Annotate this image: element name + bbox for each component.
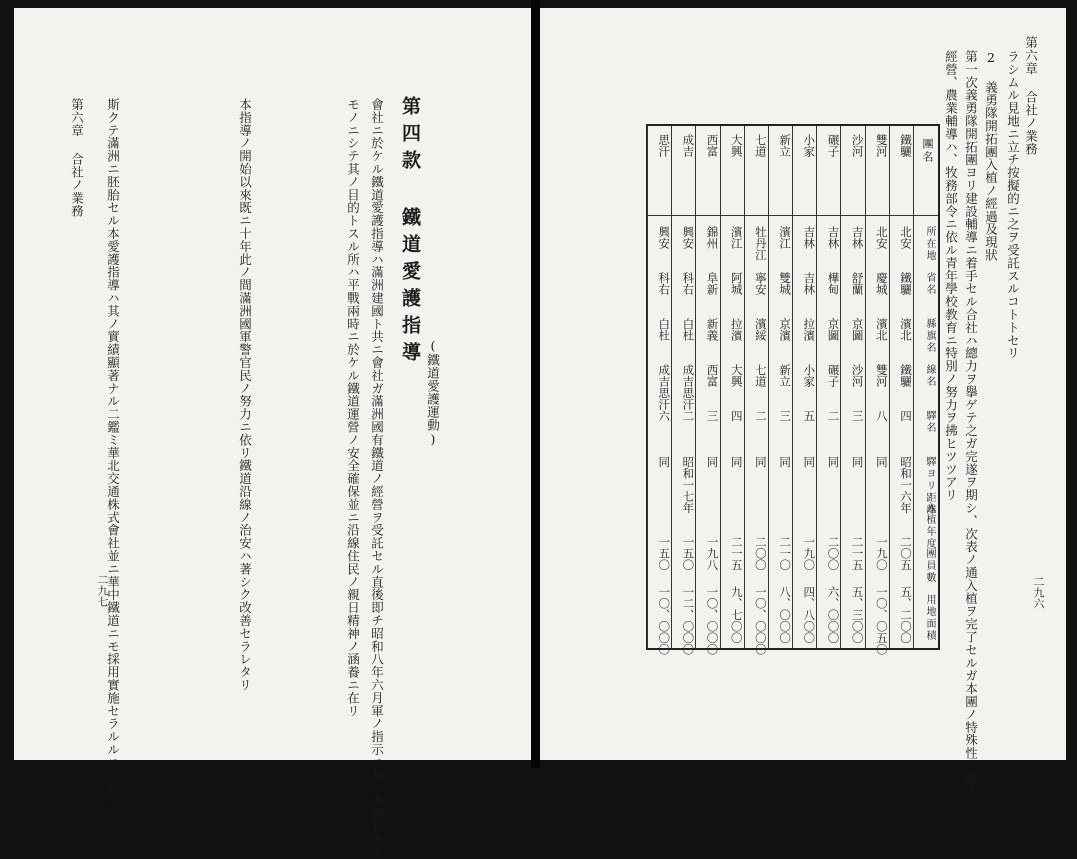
table-cell-area: 六、〇〇〇 xyxy=(826,586,841,644)
table-cell-county: 舒蘭 xyxy=(850,272,865,295)
table-cell-county: 慶城 xyxy=(874,272,889,295)
table-cell-station: 西富 xyxy=(705,364,720,387)
table-cell-name: 鐵驪 xyxy=(899,134,913,157)
table-cell-area: 五、三〇〇 xyxy=(850,586,865,644)
table-cell-year: 同 xyxy=(729,456,744,468)
table-column-rule xyxy=(889,126,890,648)
table-cell-members: 一九〇 xyxy=(802,536,817,571)
table-cell-distance: 四 xyxy=(729,410,744,422)
table-column-rule xyxy=(720,126,721,648)
left-footer-title: 第六章 合社ノ業務 xyxy=(69,98,85,218)
table-cell-area: 一二、〇〇〇 xyxy=(681,586,696,655)
table-cell-name: 成吉 xyxy=(681,134,696,157)
table-cell-province: 興安 xyxy=(681,226,696,249)
table-cell-distance: 三 xyxy=(778,410,793,422)
settlement-table xyxy=(646,124,940,655)
table-cell-year: 同 xyxy=(826,456,841,468)
left-paragraph-3: 本指導ノ開始以來既ニ十年此ノ間滿洲國軍警官民ノ努力ニ依リ鐵道沿線ノ治安ハ著シク改善セラレタリ xyxy=(237,98,253,692)
table-cell-station: 雙河 xyxy=(874,364,889,387)
table-cell-province: 濱江 xyxy=(778,226,793,249)
table-cell-province: 錦州 xyxy=(705,226,720,249)
table-cell-name: 新立 xyxy=(778,134,793,157)
header-line: 線名 xyxy=(924,364,935,388)
table-cell-area: 一〇、〇〇〇 xyxy=(705,586,720,655)
header-location: 所在地 xyxy=(924,226,935,262)
table-cell-name: 西富 xyxy=(705,134,720,157)
table-cell-members: 二〇〇 xyxy=(753,536,768,571)
table-cell-members: 一九〇 xyxy=(874,536,889,571)
table-cell-line: 濱綏 xyxy=(753,318,768,341)
table-cell-line: 白杜 xyxy=(657,318,672,341)
table-cell-members: 二一〇 xyxy=(778,536,793,571)
left-paragraph-1: 會社ニ於ケル鐵道愛護指導ハ滿洲建國ト共ニ會社ガ滿洲國有鐵道ノ經營ヲ受託セル直後即チ昭和八年六月軍ノ指示ニ基ツキ創始セル xyxy=(369,98,385,859)
table-cell-members: 二〇〇 xyxy=(826,536,841,571)
table-cell-area: 一〇、〇〇〇 xyxy=(753,586,768,655)
table-cell-line: 京圖 xyxy=(826,318,841,341)
table-cell-county: 樺甸 xyxy=(826,272,841,295)
table-cell-county: 科右 xyxy=(681,272,696,295)
left-paragraph-2: モノニシテ其ノ目的トスル所ハ平戰兩時ニ於ケル鐵道運營ノ安全確保並ニ沿線住民ノ親日精神ノ涵養ニ在リ xyxy=(345,98,361,718)
table-cell-station: 小家 xyxy=(802,364,817,387)
table-cell-station: 碾子 xyxy=(826,364,841,387)
table-cell-province: 濱江 xyxy=(729,226,744,249)
intro-line: ラシムル見地ニ立チ按擬的ニ之ヲ受託スルコトトセリ xyxy=(1005,50,1021,360)
table-column-rule xyxy=(913,126,914,648)
table-cell-line: 白杜 xyxy=(681,318,696,341)
table-cell-province: 吉林 xyxy=(850,226,865,249)
header-distance: 驛ヨリ距離 xyxy=(924,456,935,516)
table-cell-station: 成吉思汗 xyxy=(681,364,696,410)
table-cell-distance: 八 xyxy=(874,410,889,422)
table-cell-distance: 二 xyxy=(753,410,768,422)
table-cell-county: 阜新 xyxy=(705,272,720,295)
table-cell-year: 昭和一六年 xyxy=(899,456,913,514)
table-column-rule xyxy=(768,126,769,648)
table-cell-line: 濱北 xyxy=(874,318,889,341)
table-cell-line: 拉濱 xyxy=(802,318,817,341)
table-cell-province: 吉林 xyxy=(802,226,817,249)
table-cell-distance: 二 xyxy=(826,410,841,422)
table-column-rule xyxy=(816,126,817,648)
table-column-rule xyxy=(792,126,793,648)
table-cell-members: 一五〇 xyxy=(657,536,672,571)
table-cell-station: 七道 xyxy=(753,364,768,387)
header-province: 省名 xyxy=(924,272,935,296)
table-cell-area: 一〇、〇五〇 xyxy=(874,586,889,655)
table-cell-name: 雙河 xyxy=(874,134,889,157)
table-cell-year: 同 xyxy=(850,456,865,468)
table-cell-members: 二一五 xyxy=(850,536,865,571)
left-paragraph-4: 斯クテ滿洲ニ胚胎セル本愛護指導ハ其ノ實績顯著ナル二鑑ミ華北交通株式會社並ニ華中鐵道ニモ採用實施セラルルニ至レリ xyxy=(105,98,121,808)
table-cell-distance: 六 xyxy=(657,410,672,422)
table-column-rule xyxy=(865,126,866,648)
header-team-name: 團名 xyxy=(921,138,934,164)
table-cell-area: 四、八〇〇 xyxy=(802,586,817,644)
table-cell-county: 吉林 xyxy=(802,272,817,295)
header-county: 縣旗名 xyxy=(924,318,935,354)
table-cell-year: 同 xyxy=(657,456,672,468)
table-cell-members: 一五〇 xyxy=(681,536,696,571)
table-cell-county: 雙城 xyxy=(778,272,793,295)
table-cell-line: 新義 xyxy=(705,318,720,341)
table-cell-station: 新立 xyxy=(778,364,793,387)
table-cell-distance: 三 xyxy=(705,410,720,422)
table-column-rule xyxy=(695,126,696,648)
table-cell-area: 五、二〇〇 xyxy=(899,586,913,644)
table-cell-province: 吉林 xyxy=(826,226,841,249)
table-cell-members: 二〇五 xyxy=(899,536,913,571)
table-cell-county: 科右 xyxy=(657,272,672,295)
left-page xyxy=(14,8,531,859)
table-cell-county: 阿城 xyxy=(729,272,744,295)
table-cell-year: 同 xyxy=(874,456,889,468)
table-cell-name: 沙河 xyxy=(850,134,865,157)
header-land-area: 用地面積 xyxy=(924,594,935,642)
table-cell-station: 大興 xyxy=(729,364,744,387)
right-page-number: 二九六 xyxy=(1032,576,1045,609)
table-cell-year: 同 xyxy=(778,456,793,468)
book-gutter xyxy=(531,0,540,768)
table-column-rule xyxy=(840,126,841,648)
header-entry-year: 入植年度 xyxy=(924,502,935,550)
table-cell-name: 七道 xyxy=(753,134,768,157)
table-cell-area: 一〇、〇〇〇 xyxy=(657,586,672,655)
table-cell-line: 京圖 xyxy=(850,318,865,341)
table-cell-county: 鐵驪 xyxy=(899,272,913,295)
table-cell-distance: 三 xyxy=(850,410,865,422)
section-subtitle: (鐵道愛護運動) xyxy=(425,338,441,447)
table-cell-year: 昭和一七年 xyxy=(681,456,696,514)
table-cell-province: 北安 xyxy=(874,226,889,249)
table-cell-station: 沙河 xyxy=(850,364,865,387)
header-station: 驛名 xyxy=(924,410,935,434)
right-header-title: 第六章 合社ノ業務 xyxy=(1023,36,1039,156)
table-cell-province: 北安 xyxy=(899,226,913,249)
table-cell-distance: 二 xyxy=(681,410,696,422)
table-cell-line: 拉濱 xyxy=(729,318,744,341)
section-title: 第四款 鐵道愛護指導 xyxy=(399,96,421,369)
table-cell-station: 成吉思汗 xyxy=(657,364,672,410)
table-cell-line: 濱北 xyxy=(899,318,913,341)
table-column-rule xyxy=(671,126,672,648)
table-cell-county: 寧安 xyxy=(753,272,768,295)
header-members: 團員數 xyxy=(924,548,935,584)
table-cell-area: 八、〇〇〇 xyxy=(778,586,793,644)
table-cell-members: 二一五 xyxy=(729,536,744,571)
table-cell-year: 同 xyxy=(705,456,720,468)
section-label: 2 義勇隊開拓團入植ノ經過及現狀 xyxy=(983,50,999,262)
table-cell-line: 京濱 xyxy=(778,318,793,341)
paragraph-2: 經營、農業輔導ハ、牧務部令ニ依ル青年學校教育ニ特別ノ努力ヲ拂ヒツツアリ xyxy=(943,50,959,502)
table-cell-province: 興安 xyxy=(657,226,672,249)
table-cell-area: 九、七〇〇 xyxy=(729,586,744,644)
right-page xyxy=(540,8,1066,799)
table-cell-name: 大興 xyxy=(729,134,744,157)
table-column-rule xyxy=(647,126,648,648)
table-cell-distance: 五 xyxy=(802,410,817,422)
table-cell-year: 同 xyxy=(802,456,817,468)
table-column-rule xyxy=(744,126,745,648)
table-cell-name: 碾子 xyxy=(826,134,841,157)
table-cell-name: 小家 xyxy=(802,134,817,157)
table-cell-distance: 四 xyxy=(899,410,913,422)
table-cell-name: 思汗 xyxy=(657,134,672,157)
paragraph-1: 第一次義勇隊開拓團ヨリ建設輔導ニ着手セル合社ハ總力ヲ擧ゲテ之ガ完遂ヲ期シ、次表ノ通入植ヲ完了セルガ本團ノ特殊性ニ鑑ミ xyxy=(963,50,979,799)
left-page-number: 二九七 xyxy=(96,574,109,607)
table-cell-year: 同 xyxy=(753,456,768,468)
table-cell-station: 鐵驪 xyxy=(899,364,913,387)
table-cell-province: 牡丹江 xyxy=(753,226,768,261)
table-cell-members: 一九八 xyxy=(705,536,720,571)
